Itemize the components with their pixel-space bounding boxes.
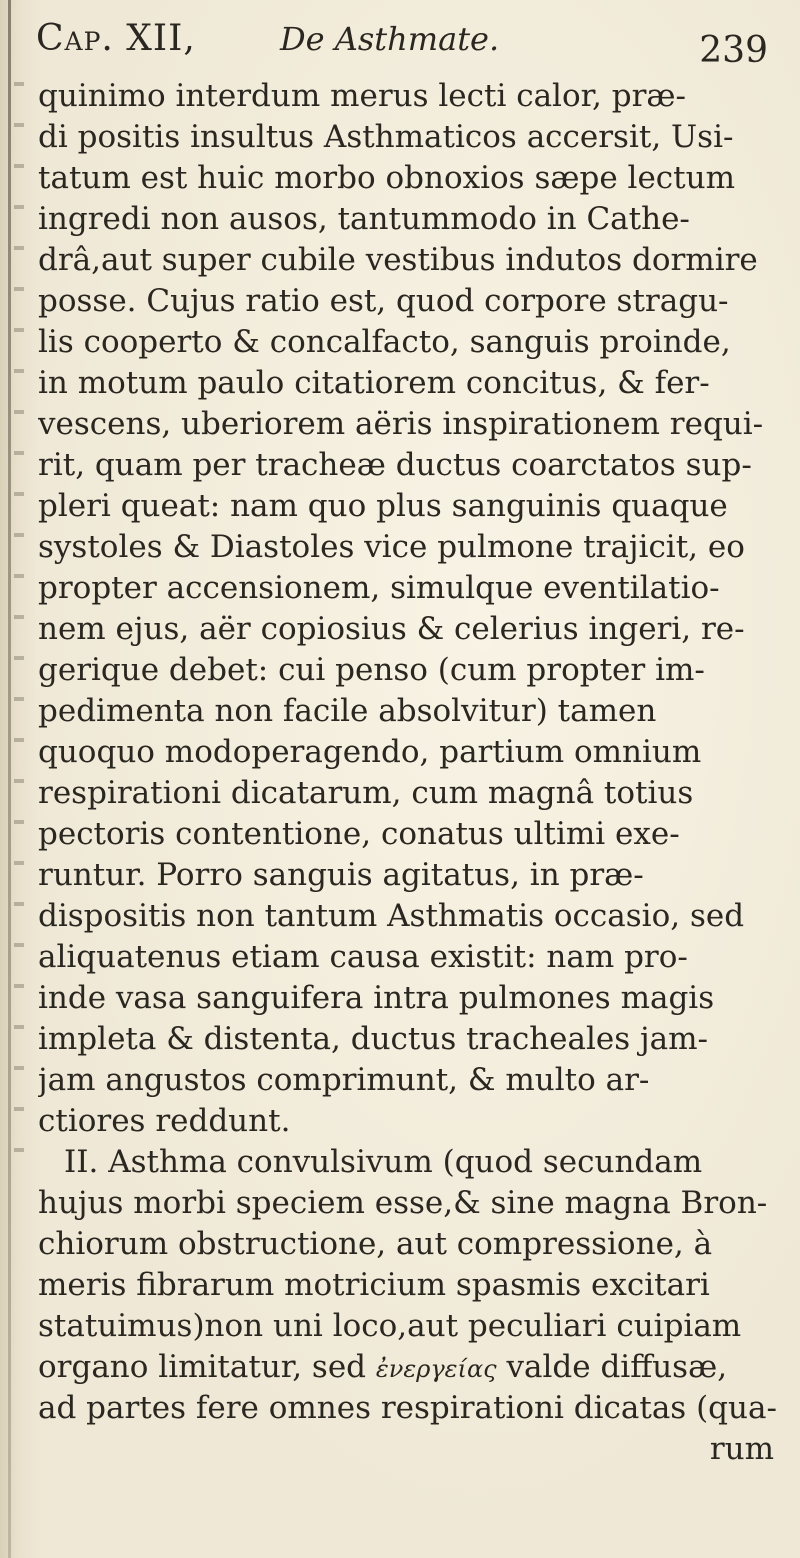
- page-number: 239: [699, 30, 768, 71]
- text-line: lis cooperto & concalfacto, sanguis proinde,: [38, 324, 731, 360]
- text-line: nem ejus, aër copiosius & celerius ingeri, re-: [38, 611, 745, 647]
- text-line: impleta & distenta, ductus tracheales jam-: [38, 1021, 708, 1057]
- paragraph-2-first-line: [38, 1142, 786, 1183]
- text-line: in motum paulo citatiorem concitus, & fer-: [38, 365, 710, 401]
- text-line: tatum est huic morbo obnoxios sæpe lectum: [38, 160, 735, 196]
- gutter-shadow: [14, 60, 24, 1160]
- text-fragment: valde diffusæ,: [506, 1349, 728, 1385]
- catchword: rum: [709, 1431, 774, 1467]
- text-line: ctiores reddunt.: [38, 1103, 291, 1139]
- running-title: De Asthmate.: [280, 20, 500, 58]
- text-line: drâ,aut super cubile vestibus indutos dormire: [38, 242, 758, 278]
- text-line: hujus morbi speciem esse,& sine magna Bron-: [38, 1185, 768, 1221]
- text-line: dispositis non tantum Asthmatis occasio, sed: [38, 898, 745, 934]
- text-line: systoles & Diastoles vice pulmone trajicit, eo: [38, 529, 745, 565]
- body-text: [38, 76, 786, 1470]
- text-line: posse. Cujus ratio est, quod corpore stragu-: [38, 283, 729, 319]
- text-fragment: Asthma convulsivum (quod secundam: [108, 1144, 703, 1180]
- text-line: quoquo modoperagendo, partium omnium: [38, 734, 702, 770]
- text-line: respirationi dicatarum, cum magnâ totius: [38, 775, 694, 811]
- running-header: [36, 14, 776, 71]
- text-line: ad partes fere omnes respirationi dicatas (qua-: [38, 1390, 777, 1426]
- paragraph-numeral: II.: [64, 1144, 99, 1180]
- text-line: chiorum obstructione, aut compressione, à: [38, 1226, 713, 1262]
- text-line: di positis insultus Asthmaticos accersit, Usi-: [38, 119, 734, 155]
- text-line: propter accensionem, simulque eventilatio-: [38, 570, 720, 606]
- text-fragment: organo limitatur, sed: [38, 1349, 367, 1385]
- text-line: inde vasa sanguifera intra pulmones magis: [38, 980, 715, 1016]
- text-line: gerique debet: cui penso (cum propter im-: [38, 652, 705, 688]
- text-line: rit, quam per tracheæ ductus coarctatos sup-: [38, 447, 752, 483]
- page-gutter-edge: [8, 0, 11, 1558]
- greek-word: ἐνεργείας: [375, 1355, 497, 1383]
- text-line: aliquatenus etiam causa existit: nam pro-: [38, 939, 688, 975]
- text-line: pectoris contentione, conatus ultimi exe-: [38, 816, 680, 852]
- text-line: meris fibrarum motricium spasmis excitari: [38, 1267, 710, 1303]
- text-line: pedimenta non facile absolvitur) tamen: [38, 693, 657, 729]
- text-line: vescens, uberiorem aëris inspirationem requi-: [38, 406, 764, 442]
- text-line: quinimo interdum merus lecti calor, præ-: [38, 78, 687, 114]
- text-line: jam angustos comprimunt, & multo ar-: [38, 1062, 650, 1098]
- chapter-label: Cap. XII,: [36, 18, 196, 59]
- text-line: pleri queat: nam quo plus sanguinis quaque: [38, 488, 728, 524]
- text-line: statuimus)non uni loco,aut peculiari cuipiam: [38, 1308, 742, 1344]
- text-line-with-greek: [38, 1347, 786, 1388]
- text-line: ingredi non ausos, tantummodo in Cathe-: [38, 201, 690, 237]
- text-line: runtur. Porro sanguis agitatus, in præ-: [38, 857, 644, 893]
